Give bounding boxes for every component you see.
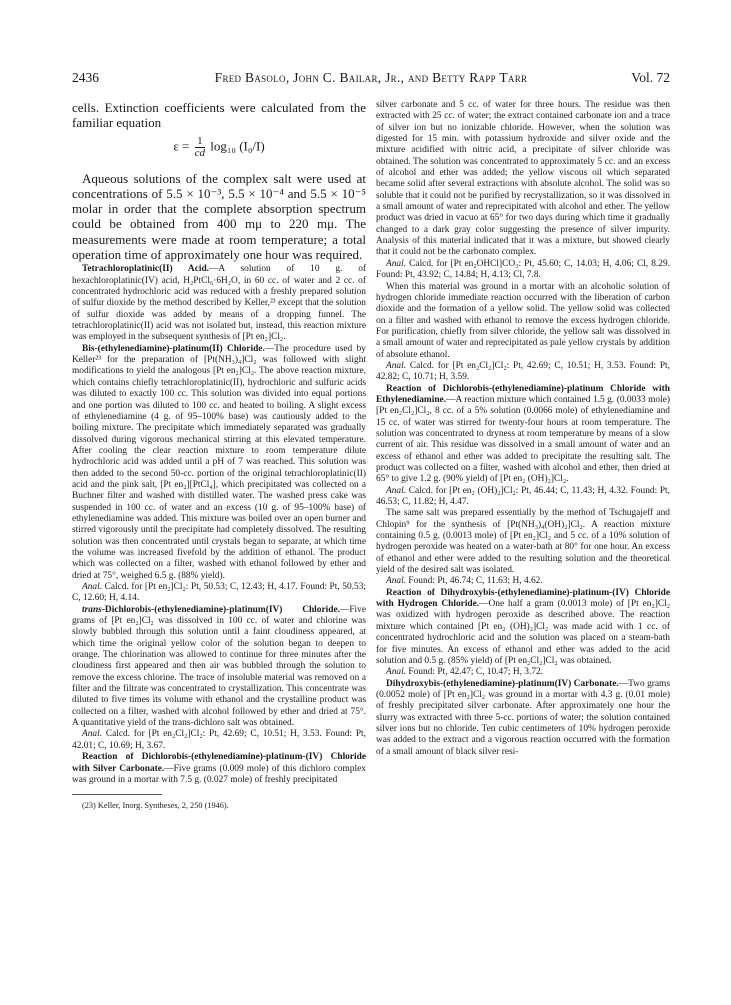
equation-denominator: cd [194,146,206,159]
right-column [376,100,670,980]
analysis-label: Anal. [386,576,407,587]
analysis-values: Calcd. for [Pt en₂OHCl]CO₃: Pt, 45.60; C, 14.03; H, 4.06; Cl, 8.29. Found: Pt, 43.92; C, 14.84; H, 4.13; Cl, 7.8. [376,258,670,281]
footnote-divider [72,794,162,795]
section-trans-dichlorobis [72,605,366,730]
section-heading: Reaction of Dichlorobis-(ethylenediamine)-platinum-(IV) Chloride with Silver Carbonate. [72,752,366,774]
intro-text: cells. Extinction coefficients were calculated from the familiar equation [72,100,366,131]
section-body: —Five grams of [Pt en₂]Cl₂ was dissolved in 100 cc. of water and chlorine was slowly bubbled through this solution until a faint cloudiness appeared, at which time the original yellow color of the solution began to deepen to orange. The chlorination was allowed to continue for three minutes after the cloudiness first appeared and then air was bubbled through the solution to remove the excess chlorine. The trace of insoluble material was removed on a filter and the filtrate was concentrated to crystallization. This concentrate was diluted to five times its volume with ethanol and the crystalline product was collected on a filter, washed with alcohol followed by ether and dried at 75°. A quantitative yield of the trans-dichloro salt was obtained. [72,604,366,729]
equation-numerator: 1 [195,136,205,148]
page-number: 2436 [72,70,99,85]
footnote-23: (23) Keller, Inorg. Syntheses, 2, 250 (1946). [82,801,229,811]
tschugajeff-method-paragraph: The same salt was prepared essentially by the method of Tschugajeff and Chlopin⁹ for the synthesis of [Pt(NH₃)₄(OH)₂]Cl₂. A reaction mixture containing 0.5 g. (0.0013 mole) of [Pt en₂]Cl₂ and 5 cc. of a 10% solution of hydrogen peroxide was heated on a water-bath at 80° for one hour. An excess of ethanol and ether were added to the resulting solution and the theoretical yield of the desired salt was isolated. [376,508,670,576]
analysis-label: Anal. [386,258,407,269]
running-header [72,70,670,90]
hydrogen-chloride-paragraph: When this material was ground in a mortar with an alcoholic solution of hydrogen chloride immediate reaction occurred with the liberation of carbon dioxide and the formation of a yellow solid. The yellow solid was collected on a filter and washed with ethanol to remove the excess hydrogen chloride. For purification, chiefly from silver chloride, the yellow salt was dissolved in a small amount of water and reprecipitated as pale yellow crystals by addition of absolute ethanol. [376,281,670,360]
extinction-equation [72,136,366,164]
section-body: —A solution of 10 g. of hexachloroplatinic(IV) acid, H₂PtCl₆·6H₂O, in 60 cc. of water and 2 cc. of concentrated hydrochloric acid was reduced with a freshly prepared solution of sulfur dioxide by the method described by Keller,²³ except that the solution of sulfur dioxide was added by means of a dropping funnel. The tetrachloroplatinic(II) acid was not isolated but, instead, this reaction mixture was employed in the subsequent synthesis of [Pt en₂]Cl₂. [72,264,366,343]
left-column [72,100,366,980]
analysis-label: Anal. [386,360,407,371]
analysis-line [376,667,670,678]
volume-label: Vol. 72 [631,70,670,85]
section-dihydroxybis-hcl-reaction [376,588,670,667]
analysis-values: Calcd. for [Pt en₂]Cl₂: Pt, 50.53; C, 12.43; H, 4.17. Found: Pt, 50.53; C, 12.60; H, 4.14. [72,582,366,604]
analysis-values: Calcd. for [Pt en₂ (OH)₂]Cl₂: Pt, 46.44; C, 11.43; H, 4.32. Found: Pt, 46.53; C, 11.82; H, 4.47. [376,485,670,508]
equation-lhs: ε = [173,138,190,154]
analysis-line [72,729,366,752]
running-title: Fred Basolo, John C. Bailar, Jr., and Betty Rapp Tarr [214,70,528,85]
section-silver-carbonate-reaction [72,752,366,786]
section-heading: Reaction of Dihydroxybis-(ethylenediamine)-platinum-(IV) Chloride with Hydrogen Chloride. [376,587,670,610]
analysis-values: Calcd. for [Pt en₂Cl₂]Cl₂: Pt, 42.69; C, 10.51; H, 3.53. Found: Pt, 42.01; C, 10.69; H, 3.67. [72,729,366,751]
section-body: —A reaction mixture which contained 1.5 g. (0.0033 mole) [Pt en₂Cl₂]Cl₂, 8 cc. of a 5% solution (0.0066 mole) of ethylenediamine and 15 cc. of water was stirred for twenty-four hours at room temperature. The solution was concentrated to dryness at room temperature by means of a slow current of air. This residue was dissolved in a small amount of water and an excess of ethanol and ether was added to precipitate the resulting salt. The product was collected on a filter, washed with alcohol and ether, then dried at 65° to give 1.2 g. (90% yield) of [Pt en₂ (OH)₂]Cl₂. [376,394,670,485]
analysis-label: Anal. [386,485,407,496]
section-heading: Tetrachloroplatinic(II) Acid. [82,264,210,275]
section-body: —Two grams (0.0052 mole) of [Pt en₂]Cl₂ was ground in a mortar with 4.3 g. (0.01 mole) of freshly precipitated silver carbonate. After approximately one hour the slurry was extracted with three 5-cc. portions of water; the solution contained silver ions but no chloride. Ten cubic centimeters of 10% hydrogen peroxide was added to the extract and a vigorous reaction occurred with the formation of a small amount of black silver resi- [376,678,670,757]
analysis-line [376,486,670,509]
analysis-values: Found: Pt, 42.47; C, 10.47; H, 3.72. [408,667,544,678]
equation-rhs: log₁₀ (I₀/I) [210,138,265,154]
section-heading [82,605,340,615]
section-heading: Bis-(ethylenediamine)-platinum(II) Chloride. [82,343,265,354]
analysis-label: Anal. [82,582,103,592]
analysis-values: Calcd. for [Pt en₂Cl₂]Cl₂: Pt, 42.69; C, 10.51; H, 3.53. Found: Pt, 42.82; C, 10.71; H, 3.59. [376,360,670,383]
analysis-line [72,582,366,605]
analysis-label: Anal. [386,667,407,678]
section-body: —The procedure used by Keller²³ for the preparation of [Pt(NH₃)₄]Cl₂ was followed with slight modifications to yield the analogous [Pt en₂]Cl₂. The above reaction mixture, which contains chiefly tetrachloroplatinic(II), hydrochloric and sulfuric acids was diluted to exactly 100 cc. This solution was divided into equal portions and one portion was diluted to 100 cc. and heated to boiling. A slight excess of ethylenediamine (4 g. of 95–100% base) was cautiously added to the boiling mixture. The precipitate which immediately separated was gradually dissolved during vigorous mechanical stirring at this elevated temperature. After cooling the clear reaction mixture to room temperature dilute hydrochloric acid was added until a pH of 7 was reached. This solution was then added to the second 50-cc. portion of the original tetrachloroplatinic(II) acid and the pink salt, [Pt en₂][PtCl₄], which precipitated was collected on a Buchner filter and washed with distilled water. The washed press cake was suspended in 100 cc. of water and an excess (10 g. of 95–100% base) of ethylenediamine was added. This mixture was boiled over an open burner and stirred vigorously until the precipitate had completely dissolved. The resulting solution was then concentrated until crystals began to separate, at which time the volume was increased fivefold by the addition of ethanol. The product which was collected on a filter, washed with ethanol followed by ether and dried at 75°, weighed 6.5 g. (88% yield). [72,343,366,581]
section-body: —Five grams (0.009 mole) of this dichloro complex was ground in a mortar with 7.5 g. (0.027 mole) of freshly precipitated [72,763,366,785]
section-tetrachloroplatinic [72,264,366,343]
heading-italic-prefix: trans [82,604,102,615]
section-body: —One half a gram (0.0013 mole) of [Pt en₂]Cl₂ was oxidized with hydrogen peroxide as described above. The reaction mixture which contained [Pt en₂ (OH)₂]Cl₂ was made acid with 1 cc. of concentrated hydrochloric acid and the solution was placed on a steam-bath for five minutes. An excess of ethanol and ether was added to the acid solution and 0.5 g. (85% yield) of [Pt en₂Cl₂]Cl₂ was obtained. [376,599,670,666]
solutions-paragraph: Aqueous solutions of the complex salt were used at concentrations of 5.5 × 10⁻³, 5.5 × 10⁻⁴ and 5.5 × 10⁻⁵ molar in order that the complete absorption spectrum could be obtained from 400 mμ to 220 mμ. The measurements were made at room temperature; a total operation time of approximately one hour was required. [72,170,366,263]
analysis-values: Found: Pt, 46.74; C, 11.63; H, 4.62. [408,576,543,587]
section-heading: Reaction of Dichlorobis-(ethylenediamine)-platinum Chloride with Ethylenediamine. [376,383,670,405]
section-ethylenediamine-reaction [376,384,670,486]
section-heading: Dihydroxybis-(ethylenediamine)-platinum(IV) Carbonate. [386,678,619,689]
heading-rest: -Dichlorobis-(ethylenediamine)-platinum(IV) Chloride. [101,604,340,615]
analysis-line [376,259,670,282]
analysis-label: Anal. [82,729,103,740]
section-dihydroxybis-carbonate [376,679,670,758]
continued-paragraph: silver carbonate and 5 cc. of water for three hours. The residue was then extracted with 25 cc. of water; the extract contained carbonate ion and a trace of silver ion but no ionizable chloride. However, when the solution was digested for 15 min. with potassium hydroxide and silver oxide and the mixture acidified with nitric acid, a precipitate of silver chloride was obtained. The solution was concentrated to approximately 5 cc. and an excess of alcohol and ether was added; the yellow viscous oil which separated became solid after several extractions with absolute alcohol. The solid was so soluble that it could not be purified by recrystallization, so it was dissolved in a small amount of water and reprecipitated with alcohol and ether. The yellow product was dried in vacuo at 65° for two days during which time it gradually changed to a dark gray color suggesting the presence of silver impurity. Analysis of this material indicated that it was a mixture, but showed clearly that it could not be the carbonato complex. [376,100,670,258]
section-bis-ethylenediamine-chloride [72,344,366,582]
analysis-line [376,576,670,587]
analysis-line [376,361,670,384]
equation-fraction [195,136,205,159]
